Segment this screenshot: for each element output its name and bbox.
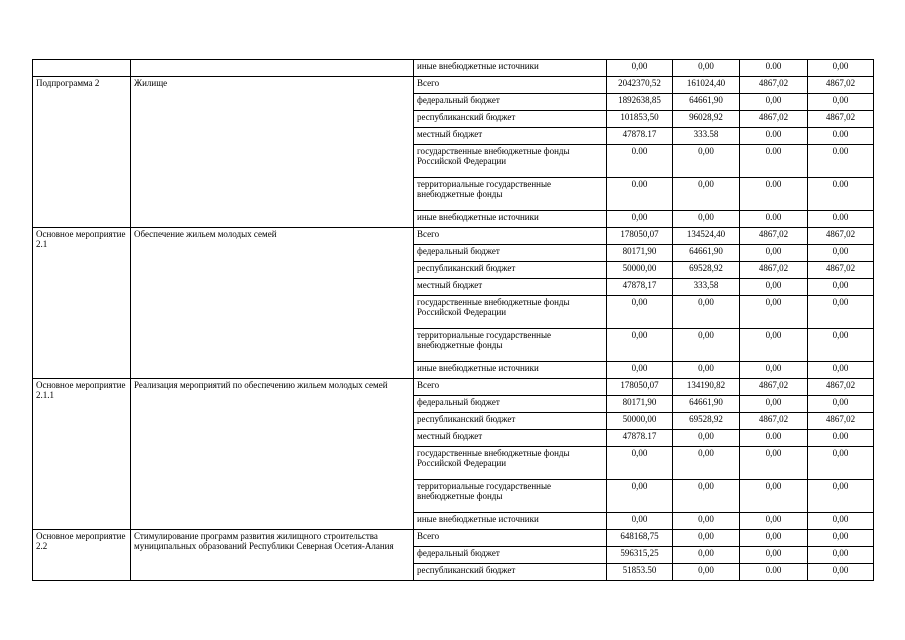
amount-cell: 47878,17 <box>607 279 673 296</box>
table-row <box>33 379 874 396</box>
amount-cell: 4867,02 <box>808 413 874 430</box>
amount-cell: 4867,02 <box>808 262 874 279</box>
program-title-cell: Обеспечение жильем молодых семей <box>131 228 414 379</box>
amount-cell: 64661,90 <box>673 396 740 413</box>
program-title-cell: Стимулирование программ развития жилищного строительства муниципальных образований Республики Северная Осетия-Алания <box>131 530 414 581</box>
amount-cell: 0,00 <box>673 145 740 178</box>
program-title-cell: Реализация мероприятий по обеспечению жильем молодых семей <box>131 379 414 530</box>
amount-cell: 333.58 <box>673 128 740 145</box>
amount-cell: 0.00 <box>808 178 874 211</box>
amount-cell: 0,00 <box>607 211 673 228</box>
amount-cell: 0,00 <box>740 513 808 530</box>
amount-cell: 0.00 <box>740 211 808 228</box>
amount-cell: 0.00 <box>808 145 874 178</box>
amount-cell: 0.00 <box>740 128 808 145</box>
budget-table <box>32 59 874 581</box>
program-name-cell <box>33 60 131 77</box>
amount-cell: 0,00 <box>740 329 808 362</box>
funding-source-cell: местный бюджет <box>414 430 607 447</box>
amount-cell: 1892638,85 <box>607 94 673 111</box>
funding-source-cell: Всего <box>414 530 607 547</box>
amount-cell: 0,00 <box>607 513 673 530</box>
funding-source-cell: территориальные государственные внебюджетные фонды <box>414 178 607 211</box>
amount-cell: 178050,07 <box>607 228 673 245</box>
amount-cell: 0,00 <box>673 564 740 581</box>
funding-source-cell: республиканский бюджет <box>414 111 607 128</box>
amount-cell: 0.00 <box>808 128 874 145</box>
amount-cell: 4867,02 <box>808 228 874 245</box>
amount-cell: 4867,02 <box>808 77 874 94</box>
amount-cell: 0,00 <box>808 362 874 379</box>
budget-table-body <box>33 60 874 581</box>
funding-source-cell: республиканский бюджет <box>414 564 607 581</box>
amount-cell: 0,00 <box>673 211 740 228</box>
amount-cell: 0,00 <box>808 564 874 581</box>
amount-cell: 161024,40 <box>673 77 740 94</box>
amount-cell: 0,00 <box>673 480 740 513</box>
amount-cell: 0,00 <box>673 329 740 362</box>
amount-cell: 0,00 <box>607 447 673 480</box>
amount-cell: 0,00 <box>740 480 808 513</box>
table-row <box>33 228 874 245</box>
amount-cell: 64661,90 <box>673 245 740 262</box>
funding-source-cell: иные внебюджетные источники <box>414 60 607 77</box>
amount-cell: 4867,02 <box>808 379 874 396</box>
amount-cell: 0.00 <box>607 178 673 211</box>
amount-cell: 0,00 <box>673 513 740 530</box>
amount-cell: 4867,02 <box>740 379 808 396</box>
amount-cell: 134524,40 <box>673 228 740 245</box>
amount-cell: 0,00 <box>607 60 673 77</box>
amount-cell: 596315,25 <box>607 547 673 564</box>
amount-cell: 0,00 <box>808 60 874 77</box>
amount-cell: 0,00 <box>808 547 874 564</box>
funding-source-cell: республиканский бюджет <box>414 262 607 279</box>
funding-source-cell: иные внебюджетные источники <box>414 211 607 228</box>
amount-cell: 0.00 <box>808 211 874 228</box>
amount-cell: 96028,92 <box>673 111 740 128</box>
funding-source-cell: федеральный бюджет <box>414 94 607 111</box>
table-row <box>33 530 874 547</box>
amount-cell: 101853,50 <box>607 111 673 128</box>
amount-cell: 0,00 <box>607 362 673 379</box>
amount-cell: 0,00 <box>740 279 808 296</box>
amount-cell: 0,00 <box>740 447 808 480</box>
amount-cell: 0,00 <box>740 245 808 262</box>
funding-source-cell: государственные внебюджетные фонды Российской Федерации <box>414 296 607 329</box>
funding-source-cell: иные внебюджетные источники <box>414 362 607 379</box>
amount-cell: 0,00 <box>673 530 740 547</box>
program-name-cell: Основное мероприятие 2.2 <box>33 530 131 581</box>
amount-cell: 4867,02 <box>740 77 808 94</box>
amount-cell: 50000,00 <box>607 262 673 279</box>
funding-source-cell: Всего <box>414 379 607 396</box>
amount-cell: 0,00 <box>673 447 740 480</box>
amount-cell: 4867,02 <box>740 111 808 128</box>
amount-cell: 0.00 <box>740 564 808 581</box>
amount-cell: 0,00 <box>808 530 874 547</box>
amount-cell: 80171,90 <box>607 245 673 262</box>
amount-cell: 0,00 <box>740 296 808 329</box>
funding-source-cell: местный бюджет <box>414 279 607 296</box>
table-row <box>33 77 874 94</box>
table-row <box>33 60 874 77</box>
amount-cell: 0,00 <box>808 279 874 296</box>
amount-cell: 648168,75 <box>607 530 673 547</box>
amount-cell: 0,00 <box>808 94 874 111</box>
funding-source-cell: федеральный бюджет <box>414 396 607 413</box>
amount-cell: 0.00 <box>607 145 673 178</box>
amount-cell: 0,00 <box>808 447 874 480</box>
amount-cell: 47878.17 <box>607 430 673 447</box>
amount-cell: 51853.50 <box>607 564 673 581</box>
program-title-cell <box>131 60 414 77</box>
amount-cell: 0,00 <box>740 94 808 111</box>
amount-cell: 0,00 <box>673 178 740 211</box>
amount-cell: 0,00 <box>740 547 808 564</box>
amount-cell: 0.00 <box>740 430 808 447</box>
amount-cell: 0,00 <box>607 296 673 329</box>
amount-cell: 50000,00 <box>607 413 673 430</box>
amount-cell: 0,00 <box>673 362 740 379</box>
amount-cell: 0.00 <box>740 145 808 178</box>
amount-cell: 0.00 <box>740 178 808 211</box>
funding-source-cell: территориальные государственные внебюджетные фонды <box>414 329 607 362</box>
program-name-cell: Основное мероприятие 2.1.1 <box>33 379 131 530</box>
program-name-cell: Подпрограмма 2 <box>33 77 131 228</box>
amount-cell: 2042370,52 <box>607 77 673 94</box>
funding-source-cell: иные внебюджетные источники <box>414 513 607 530</box>
amount-cell: 333,58 <box>673 279 740 296</box>
funding-source-cell: Всего <box>414 228 607 245</box>
amount-cell: 0,00 <box>607 329 673 362</box>
amount-cell: 0,00 <box>673 547 740 564</box>
amount-cell: 0.00 <box>808 430 874 447</box>
program-name-cell: Основное мероприятие 2.1 <box>33 228 131 379</box>
amount-cell: 0,00 <box>808 329 874 362</box>
amount-cell: 0,00 <box>808 480 874 513</box>
funding-source-cell: местный бюджет <box>414 128 607 145</box>
amount-cell: 4867,02 <box>740 413 808 430</box>
amount-cell: 0,00 <box>673 430 740 447</box>
amount-cell: 4867,02 <box>740 228 808 245</box>
amount-cell: 0,00 <box>740 396 808 413</box>
amount-cell: 0,00 <box>808 245 874 262</box>
amount-cell: 64661,90 <box>673 94 740 111</box>
amount-cell: 4867,02 <box>808 111 874 128</box>
amount-cell: 69528,92 <box>673 413 740 430</box>
funding-source-cell: государственные внебюджетные фонды Российской Федерации <box>414 145 607 178</box>
amount-cell: 0,00 <box>673 296 740 329</box>
program-title-cell: Жилище <box>131 77 414 228</box>
amount-cell: 0,00 <box>808 513 874 530</box>
funding-source-cell: территориальные государственные внебюджетные фонды <box>414 480 607 513</box>
amount-cell: 0,00 <box>808 396 874 413</box>
amount-cell: 0,00 <box>808 296 874 329</box>
amount-cell: 0,00 <box>740 362 808 379</box>
amount-cell: 178050,07 <box>607 379 673 396</box>
funding-source-cell: республиканский бюджет <box>414 413 607 430</box>
funding-source-cell: Всего <box>414 77 607 94</box>
funding-source-cell: федеральный бюджет <box>414 245 607 262</box>
amount-cell: 0,00 <box>740 530 808 547</box>
amount-cell: 4867,02 <box>740 262 808 279</box>
amount-cell: 0,00 <box>673 60 740 77</box>
amount-cell: 47878.17 <box>607 128 673 145</box>
amount-cell: 0,00 <box>607 480 673 513</box>
funding-source-cell: государственные внебюджетные фонды Российской Федерации <box>414 447 607 480</box>
amount-cell: 0.00 <box>740 60 808 77</box>
funding-source-cell: федеральный бюджет <box>414 547 607 564</box>
amount-cell: 69528,92 <box>673 262 740 279</box>
amount-cell: 80171,90 <box>607 396 673 413</box>
amount-cell: 134190,82 <box>673 379 740 396</box>
